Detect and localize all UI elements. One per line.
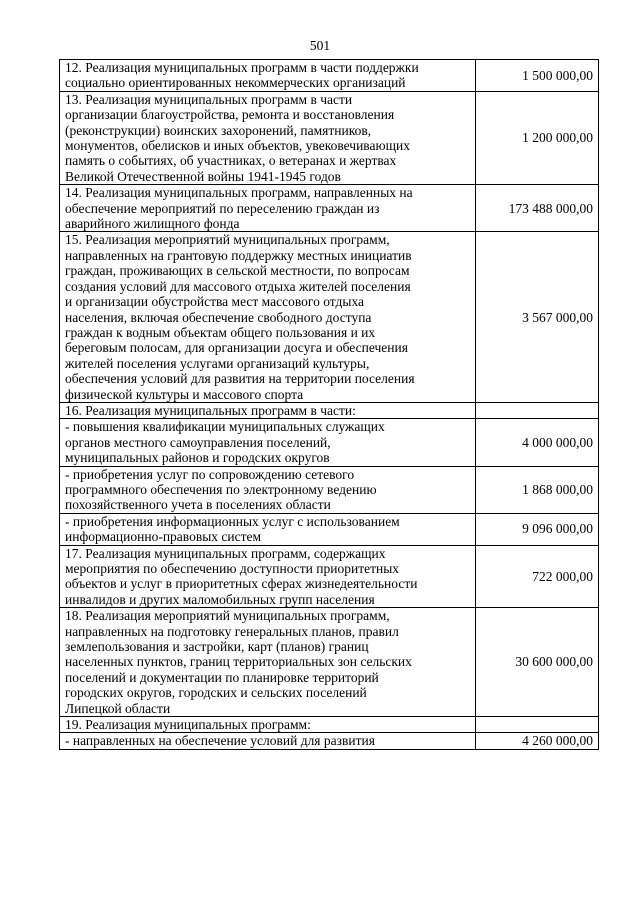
description-line: 18. Реализация мероприятий муниципальных программ,: [65, 608, 390, 624]
description-line: (реконструкции) воинских захоронений, памятников,: [65, 122, 372, 138]
description-line: 14. Реализация муниципальных программ, направленных на: [65, 185, 413, 201]
row-amount: 9 096 000,00: [476, 513, 599, 545]
description-line: мероприятия по обеспечению доступности приоритетных: [65, 561, 400, 576]
description-line: объектов и услуг в приоритетных сферах жизнедеятельности: [65, 576, 418, 592]
description-line: жителей поселения услугами организаций культуры,: [65, 355, 370, 371]
row-description: [60, 513, 476, 545]
description-line: поселений и документации по планировке территорий: [65, 669, 379, 685]
description-line: - повышения квалификации муниципальных служащих: [65, 419, 385, 435]
row-description: [60, 232, 476, 402]
description-line: монументов, обелисков и иных объектов, увековечивающих: [65, 138, 410, 154]
row-amount: 30 600 000,00: [476, 608, 599, 717]
table-row: [60, 466, 599, 513]
description-line: 15. Реализация мероприятий муниципальных программ,: [65, 232, 390, 248]
row-description: [60, 733, 476, 749]
table-row: [60, 608, 599, 717]
description-line: аварийного жилищного фонда: [65, 216, 240, 232]
row-amount: 3 567 000,00: [476, 232, 599, 402]
description-line: - приобретения информационных услуг с использованием: [65, 513, 400, 529]
page-number: 501: [309, 38, 331, 53]
row-description: [60, 60, 476, 92]
row-amount: 4 000 000,00: [476, 419, 599, 466]
row-amount: [476, 402, 599, 418]
table-row: [60, 733, 599, 749]
row-amount: 1 500 000,00: [476, 60, 599, 92]
description-line: 19. Реализация муниципальных программ:: [65, 717, 311, 733]
description-line: населенных пунктов, границ территориальных зон сельских: [65, 654, 412, 670]
table-row: [60, 419, 599, 466]
description-line: 17. Реализация муниципальных программ, содержащих: [65, 545, 386, 561]
row-amount: [476, 717, 599, 733]
description-line: органов местного самоуправления поселений,: [65, 434, 331, 450]
description-line: направленных на подготовку генеральных планов, правил: [65, 623, 399, 639]
description-line: социально ориентированных некоммерческих организаций: [65, 75, 406, 91]
description-line: землепользования и застройки, карт (планов) границ: [65, 639, 369, 655]
row-amount: 1 868 000,00: [476, 466, 599, 513]
description-line: Великой Отечественной войны 1941-1945 годов: [65, 168, 341, 184]
description-line: обеспечения условий для развития на территории поселения: [65, 371, 415, 387]
row-description: [60, 402, 476, 418]
description-line: инвалидов и других маломобильных групп населения: [65, 591, 375, 607]
description-line: информационно-правовых систем: [65, 529, 262, 545]
row-description: [60, 185, 476, 232]
table-row: [60, 91, 599, 184]
description-line: 16. Реализация муниципальных программ в части:: [65, 402, 356, 418]
description-line: граждан, проживающих в сельской местности, по вопросам: [65, 263, 410, 279]
table-row: [60, 717, 599, 733]
row-amount: 173 488 000,00: [476, 185, 599, 232]
description-line: память о событиях, об участниках, о ветеранах и жертвах: [65, 153, 397, 169]
description-line: 12. Реализация муниципальных программ в части поддержки: [65, 60, 419, 75]
table-row: [60, 232, 599, 402]
description-line: создания условий для массового отдыха жителей поселения: [65, 278, 411, 294]
description-line: береговым полосам, для организации досуга и обеспечения: [65, 340, 408, 356]
description-line: похозяйственного учета в поселениях области: [65, 497, 331, 513]
description-line: граждан к водным объектам общего пользования и их: [65, 324, 376, 340]
row-amount: 722 000,00: [476, 545, 599, 608]
description-line: физической культуры и массового спорта: [65, 386, 304, 402]
row-description: [60, 91, 476, 184]
table-row: [60, 513, 599, 545]
table-row: [60, 185, 599, 232]
description-line: программного обеспечения по электронному ведению: [65, 481, 377, 497]
description-line: городских округов, городских и сельских поселений: [65, 685, 367, 701]
description-line: и организации обустройства мест массового отдыха: [65, 294, 365, 310]
description-line: направленных на грантовую поддержку местных инициатив: [65, 247, 412, 263]
row-amount: 4 260 000,00: [476, 733, 599, 749]
description-line: организации благоустройства, ремонта и восстановления: [65, 107, 395, 123]
table-row: [60, 545, 599, 608]
row-description: [60, 466, 476, 513]
description-line: муниципальных районов и городских округов: [65, 450, 330, 466]
row-description: [60, 419, 476, 466]
table-row: [60, 60, 599, 92]
description-line: 13. Реализация муниципальных программ в части: [65, 91, 353, 107]
table-row: [60, 402, 599, 418]
description-line: обеспечение мероприятий по переселению граждан из: [65, 200, 380, 216]
row-description: [60, 608, 476, 717]
row-description: [60, 545, 476, 608]
description-line: Липецкой области: [65, 700, 171, 716]
row-amount: 1 200 000,00: [476, 91, 599, 184]
budget-table: [59, 59, 599, 750]
row-description: [60, 717, 476, 733]
description-line: населения, включая обеспечение свободного доступа: [65, 309, 372, 325]
description-line: - приобретения услуг по сопровождению сетевого: [65, 466, 355, 482]
description-line: - направленных на обеспечение условий для развития: [65, 733, 375, 749]
